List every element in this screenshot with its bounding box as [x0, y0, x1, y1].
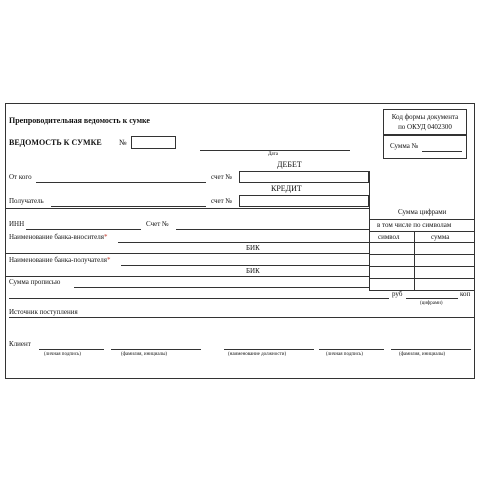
- sum-digits-line: [369, 219, 475, 220]
- form-code-line2: по ОКУД 0402300: [398, 123, 452, 131]
- bag-statement-form: [5, 103, 475, 379]
- account-field-2[interactable]: [239, 195, 369, 207]
- recipient-label: Получатель: [9, 197, 44, 205]
- bik-label: БИК: [246, 244, 260, 252]
- account2-line[interactable]: [176, 229, 369, 230]
- recipient-line[interactable]: [51, 206, 206, 207]
- debit-label: ДЕБЕТ: [277, 160, 302, 169]
- symbols-column-divider: [414, 231, 415, 290]
- number-sign: №: [119, 138, 127, 147]
- account-label: счет №: [211, 173, 233, 181]
- sum-words-line-1[interactable]: [74, 287, 369, 288]
- cashier-signature-line[interactable]: [319, 349, 384, 350]
- form-title: Препроводительная ведомость к сумке: [9, 116, 150, 125]
- bag-sum-box: [383, 134, 467, 159]
- col-symbol: символ: [378, 233, 400, 241]
- sum-digits-label: Сумма цифрами: [398, 208, 447, 216]
- caption-personal-signature-2: (личная подпись): [326, 352, 363, 357]
- required-mark: *: [103, 233, 108, 241]
- caption-personal-signature: (личная подпись): [44, 352, 81, 357]
- bag-sum-line[interactable]: [422, 151, 462, 152]
- caption-position: (наименование должности): [228, 352, 287, 357]
- bank-recipient-label: [9, 257, 110, 264]
- client-signature-line[interactable]: [39, 349, 104, 350]
- bank-sender-label: [9, 234, 107, 241]
- symbols-row-2: [369, 254, 475, 255]
- statement-number-field[interactable]: [131, 136, 176, 149]
- by-symbols-label: в том числе по символам: [377, 221, 452, 229]
- client-label: Клиент: [9, 340, 31, 348]
- bank-recipient-line[interactable]: [121, 265, 369, 266]
- from-line[interactable]: [36, 182, 206, 183]
- caption-full-name: (фамилия, инициалы): [121, 352, 168, 357]
- symbols-row-3: [369, 266, 475, 267]
- position-line[interactable]: [224, 349, 314, 350]
- recipient-divider: [6, 208, 369, 209]
- date-label: Дата: [268, 152, 278, 157]
- statement-label: ВЕДОМОСТЬ К СУМКЕ: [9, 138, 102, 147]
- bik2-label: БИК: [246, 267, 260, 275]
- required-mark-2: *: [106, 256, 111, 264]
- inn-label: ИНН: [9, 220, 25, 228]
- bik-line[interactable]: [6, 253, 369, 254]
- symbols-row-1: [369, 242, 475, 243]
- bank-sender-line[interactable]: [118, 242, 369, 243]
- bag-sum-label: Сумма №: [390, 142, 419, 150]
- caption-full-name-2: (фамилия, инициалы): [399, 352, 446, 357]
- form-code-line1: Код формы документа: [391, 113, 459, 121]
- kop-label: коп: [460, 290, 471, 298]
- kop-line[interactable]: [406, 298, 458, 299]
- bank-recipient-text: Наименование банка-получателя: [9, 256, 107, 264]
- digits-caption: (цифрами): [420, 301, 443, 306]
- account2-label: Счет №: [146, 220, 169, 228]
- account-label-2: счет №: [211, 197, 233, 205]
- symbols-row-4: [369, 278, 475, 279]
- source-line[interactable]: [9, 317, 475, 318]
- from-label: От кого: [9, 173, 32, 181]
- sum-words-label: Сумма прописью: [9, 278, 61, 286]
- inn-line[interactable]: [26, 229, 141, 230]
- bik2-line[interactable]: [6, 276, 369, 277]
- source-label: Источник поступления: [9, 308, 78, 316]
- col-sum: сумма: [431, 233, 450, 241]
- credit-label: КРЕДИТ: [271, 184, 302, 193]
- client-name-line[interactable]: [111, 349, 201, 350]
- symbols-header-line: [369, 231, 475, 232]
- cashier-name-line[interactable]: [391, 349, 471, 350]
- date-line[interactable]: [200, 150, 350, 151]
- rub-label: руб: [392, 290, 403, 298]
- sum-words-line-2[interactable]: [9, 298, 389, 299]
- bank-sender-text: Наименование банка-вносителя: [9, 233, 104, 241]
- account-field[interactable]: [239, 171, 369, 183]
- form-code-box: [383, 109, 467, 136]
